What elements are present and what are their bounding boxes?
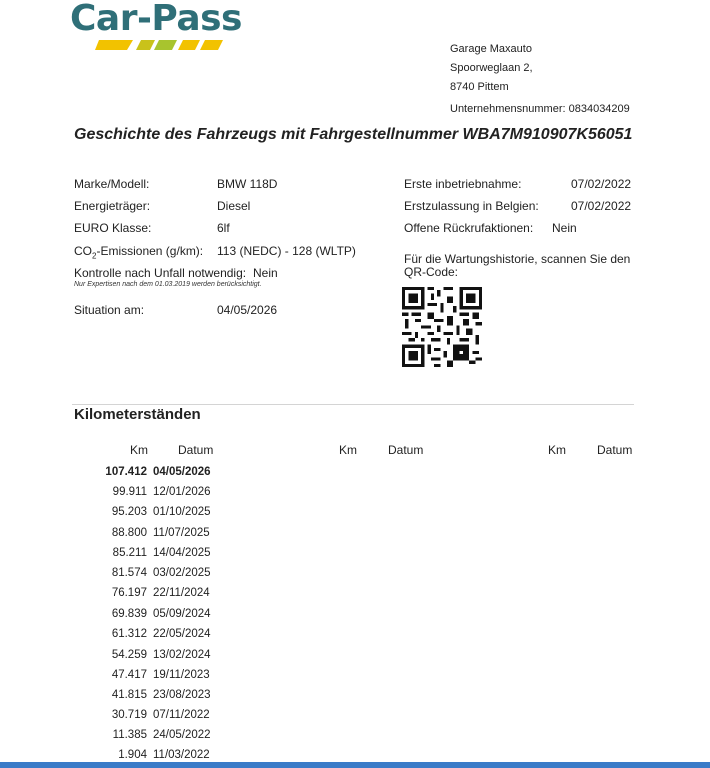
fuel-value: Diesel — [217, 199, 251, 213]
belgium-registration-label: Erstzulassung in Belgien: — [404, 199, 539, 213]
mileage-km: 81.574 — [111, 567, 147, 579]
mileage-km: 69.839 — [111, 608, 147, 620]
mileage-date: 14/04/2025 — [153, 547, 211, 559]
mileage-km: 76.197 — [111, 587, 147, 599]
mileage-date: 01/10/2025 — [153, 506, 211, 518]
mileage-km: 47.417 — [111, 669, 147, 681]
make-value: BMW 118D — [217, 177, 278, 191]
company-number: Unternehmensnummer: 0834034209 — [450, 103, 630, 115]
mileage-km: 41.815 — [111, 689, 147, 701]
mileage-date: 04/05/2026 — [153, 466, 211, 478]
first-registration-label: Erste inbetriebnahme: — [404, 177, 522, 191]
mileage-km: 30.719 — [111, 709, 147, 721]
logo-stripes-icon — [95, 40, 225, 52]
situation-value: 04/05/2026 — [217, 303, 278, 317]
mileage-date: 11/07/2025 — [153, 527, 210, 539]
mileage-km: 11.385 — [112, 729, 147, 741]
mileage-date: 22/11/2024 — [153, 587, 210, 599]
euro-label: EURO Klasse: — [74, 221, 152, 235]
make-label: Marke/Modell: — [74, 177, 150, 191]
col-header-date-1: Datum — [178, 443, 214, 457]
section-divider — [72, 404, 634, 405]
mileage-date: 03/02/2025 — [153, 567, 211, 579]
col-header-km-3: Km — [548, 443, 566, 457]
viewer-bottom-bar — [0, 762, 710, 768]
col-header-date-3: Datum — [597, 443, 633, 457]
mileage-km: 95.203 — [111, 506, 147, 518]
garage-city: 8740 Pittem — [450, 81, 509, 93]
belgium-registration-value: 07/02/2022 — [571, 199, 632, 213]
mileage-km: 107.412 — [105, 466, 147, 478]
accident-label: Kontrolle nach Unfall notwendig: — [74, 266, 247, 280]
col-header-km-1: Km — [130, 443, 148, 457]
mileage-date: 05/09/2024 — [153, 608, 211, 620]
co2-value: 113 (NEDC) - 128 (WLTP) — [217, 244, 356, 258]
mileage-km: 88.800 — [111, 527, 147, 539]
mileage-date: 19/11/2023 — [153, 669, 210, 681]
mileage-date: 13/02/2024 — [153, 649, 211, 661]
first-registration-value: 07/02/2022 — [571, 177, 632, 191]
mileage-km: 54.259 — [111, 649, 147, 661]
mileage-km: 99.911 — [112, 486, 147, 498]
garage-street: Spoorweglaan 2, — [450, 62, 533, 74]
co2-label: $CO_2$-Emissionen (g/km): — [74, 244, 204, 261]
accident-note: Nur Expertisen nach dem 01.03.2019 werden berücksichtigt. — [74, 281, 262, 288]
qr-code-icon[interactable] — [402, 287, 482, 367]
situation-label: Situation am: — [74, 303, 145, 317]
document-title: Geschichte des Fahrzeugs mit Fahrgestellnummer WBA7M910907K56051 — [74, 126, 633, 143]
accident-value: Nein — [253, 266, 278, 280]
garage-name: Garage Maxauto — [450, 43, 532, 55]
car-pass-logo: Car-Pass — [70, 0, 242, 39]
mileage-km: 85.211 — [112, 547, 147, 559]
mileage-date: 23/08/2023 — [153, 689, 211, 701]
col-header-km-2: Km — [339, 443, 357, 457]
qr-instruction: Für die Wartungshistorie, scannen Sie den QR-Code: — [404, 252, 631, 279]
mileage-km: 61.312 — [111, 628, 147, 640]
col-header-date-2: Datum — [388, 443, 424, 457]
recall-value: Nein — [552, 221, 577, 235]
mileage-km: 1.904 — [118, 749, 147, 761]
mileage-date: 12/01/2026 — [153, 486, 211, 498]
fuel-label: Energieträger: — [74, 199, 151, 213]
recall-label: Offene Rückrufaktionen: — [404, 221, 534, 235]
mileage-date: 11/03/2022 — [153, 749, 210, 761]
mileage-section-title: Kilometerständen — [74, 406, 201, 423]
mileage-date: 07/11/2022 — [153, 709, 210, 721]
euro-value: 6lf — [217, 221, 230, 235]
mileage-date: 22/05/2024 — [153, 628, 211, 640]
mileage-date: 24/05/2022 — [153, 729, 211, 741]
